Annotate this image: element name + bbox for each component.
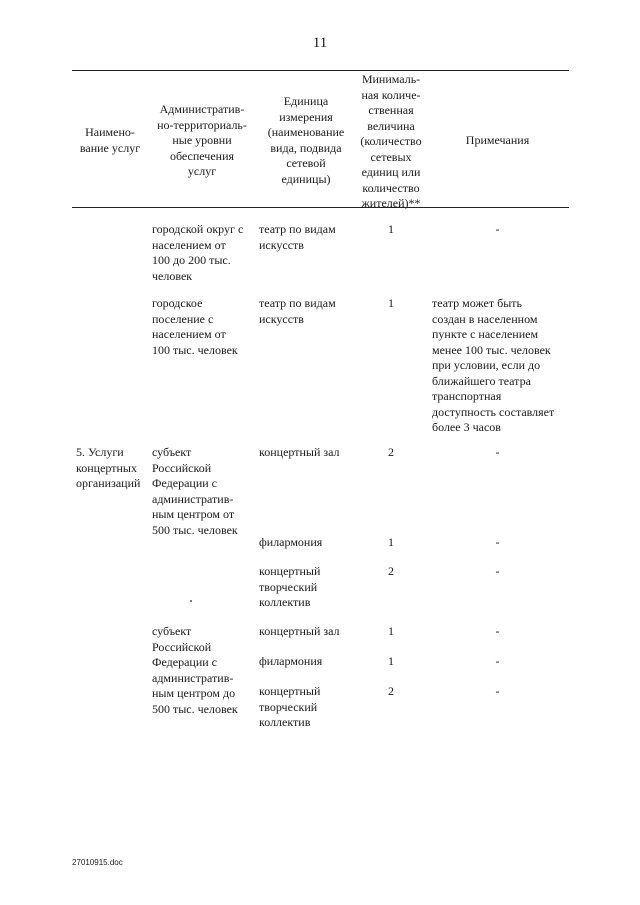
min-cell: 2 [388,445,394,459]
header-unit: Единица измерения (наименование вида, подвида сетевой единицы) [267,94,345,186]
stray-dot [190,600,192,602]
level-cell: городской округ с населением от 100 до 200 тыс. человек [152,222,244,283]
note-cell: - [495,684,500,698]
unit-cell: концертный творческий коллектив [259,684,321,729]
header-notes: Примечания [465,133,530,147]
unit-cell: театр по видам искусств [259,222,336,252]
note-cell: театр может быть создан в населенном пункте с населением менее 100 тыс. человек при условии, если до ближайшего театра транспортная доступность составляет более 3 часов [432,296,555,434]
min-cell: 1 [388,296,394,310]
unit-cell: театр по видам искусств [259,296,336,326]
unit-cell: филармония [259,654,323,668]
note-cell: - [495,535,500,549]
level-cell: городское поселение с населением от 100 тыс. человек [152,296,238,357]
unit-cell: концертный зал [259,624,340,638]
table-header-rule [72,207,569,208]
level-cell: субъект Российской Федерации с административ- ным центром от 500 тыс. человек [152,445,238,537]
min-cell: 1 [388,654,394,668]
min-cell: 1 [388,624,394,638]
header-level: Административ- но-территориаль- ные уровни обеспечения услуг [157,102,247,178]
header-service: Наимено- вание услуг [79,125,141,155]
note-cell: - [495,564,500,578]
document-filename: 27010915.doc [72,858,123,867]
min-cell: 2 [388,684,394,698]
min-cell: 1 [388,222,394,236]
table-top-rule [72,70,569,71]
unit-cell: филармония [259,535,323,549]
page-number: 11 [312,35,328,51]
unit-cell: концертный зал [259,445,340,459]
unit-cell: концертный творческий коллектив [259,564,321,609]
note-cell: - [495,654,500,668]
service-cell: 5. Услуги концертных организаций [76,445,141,490]
min-cell: 2 [388,564,394,578]
note-cell: - [495,624,500,638]
note-cell: - [495,445,500,459]
header-min-quantity: Минималь- ная количе- ственная величина (количество сетевых единиц или количество жителей)** [360,72,422,210]
level-cell: субъект Российской Федерации с административ- ным центром до 500 тыс. человек [152,624,238,716]
note-cell: - [495,222,500,236]
min-cell: 1 [388,535,394,549]
